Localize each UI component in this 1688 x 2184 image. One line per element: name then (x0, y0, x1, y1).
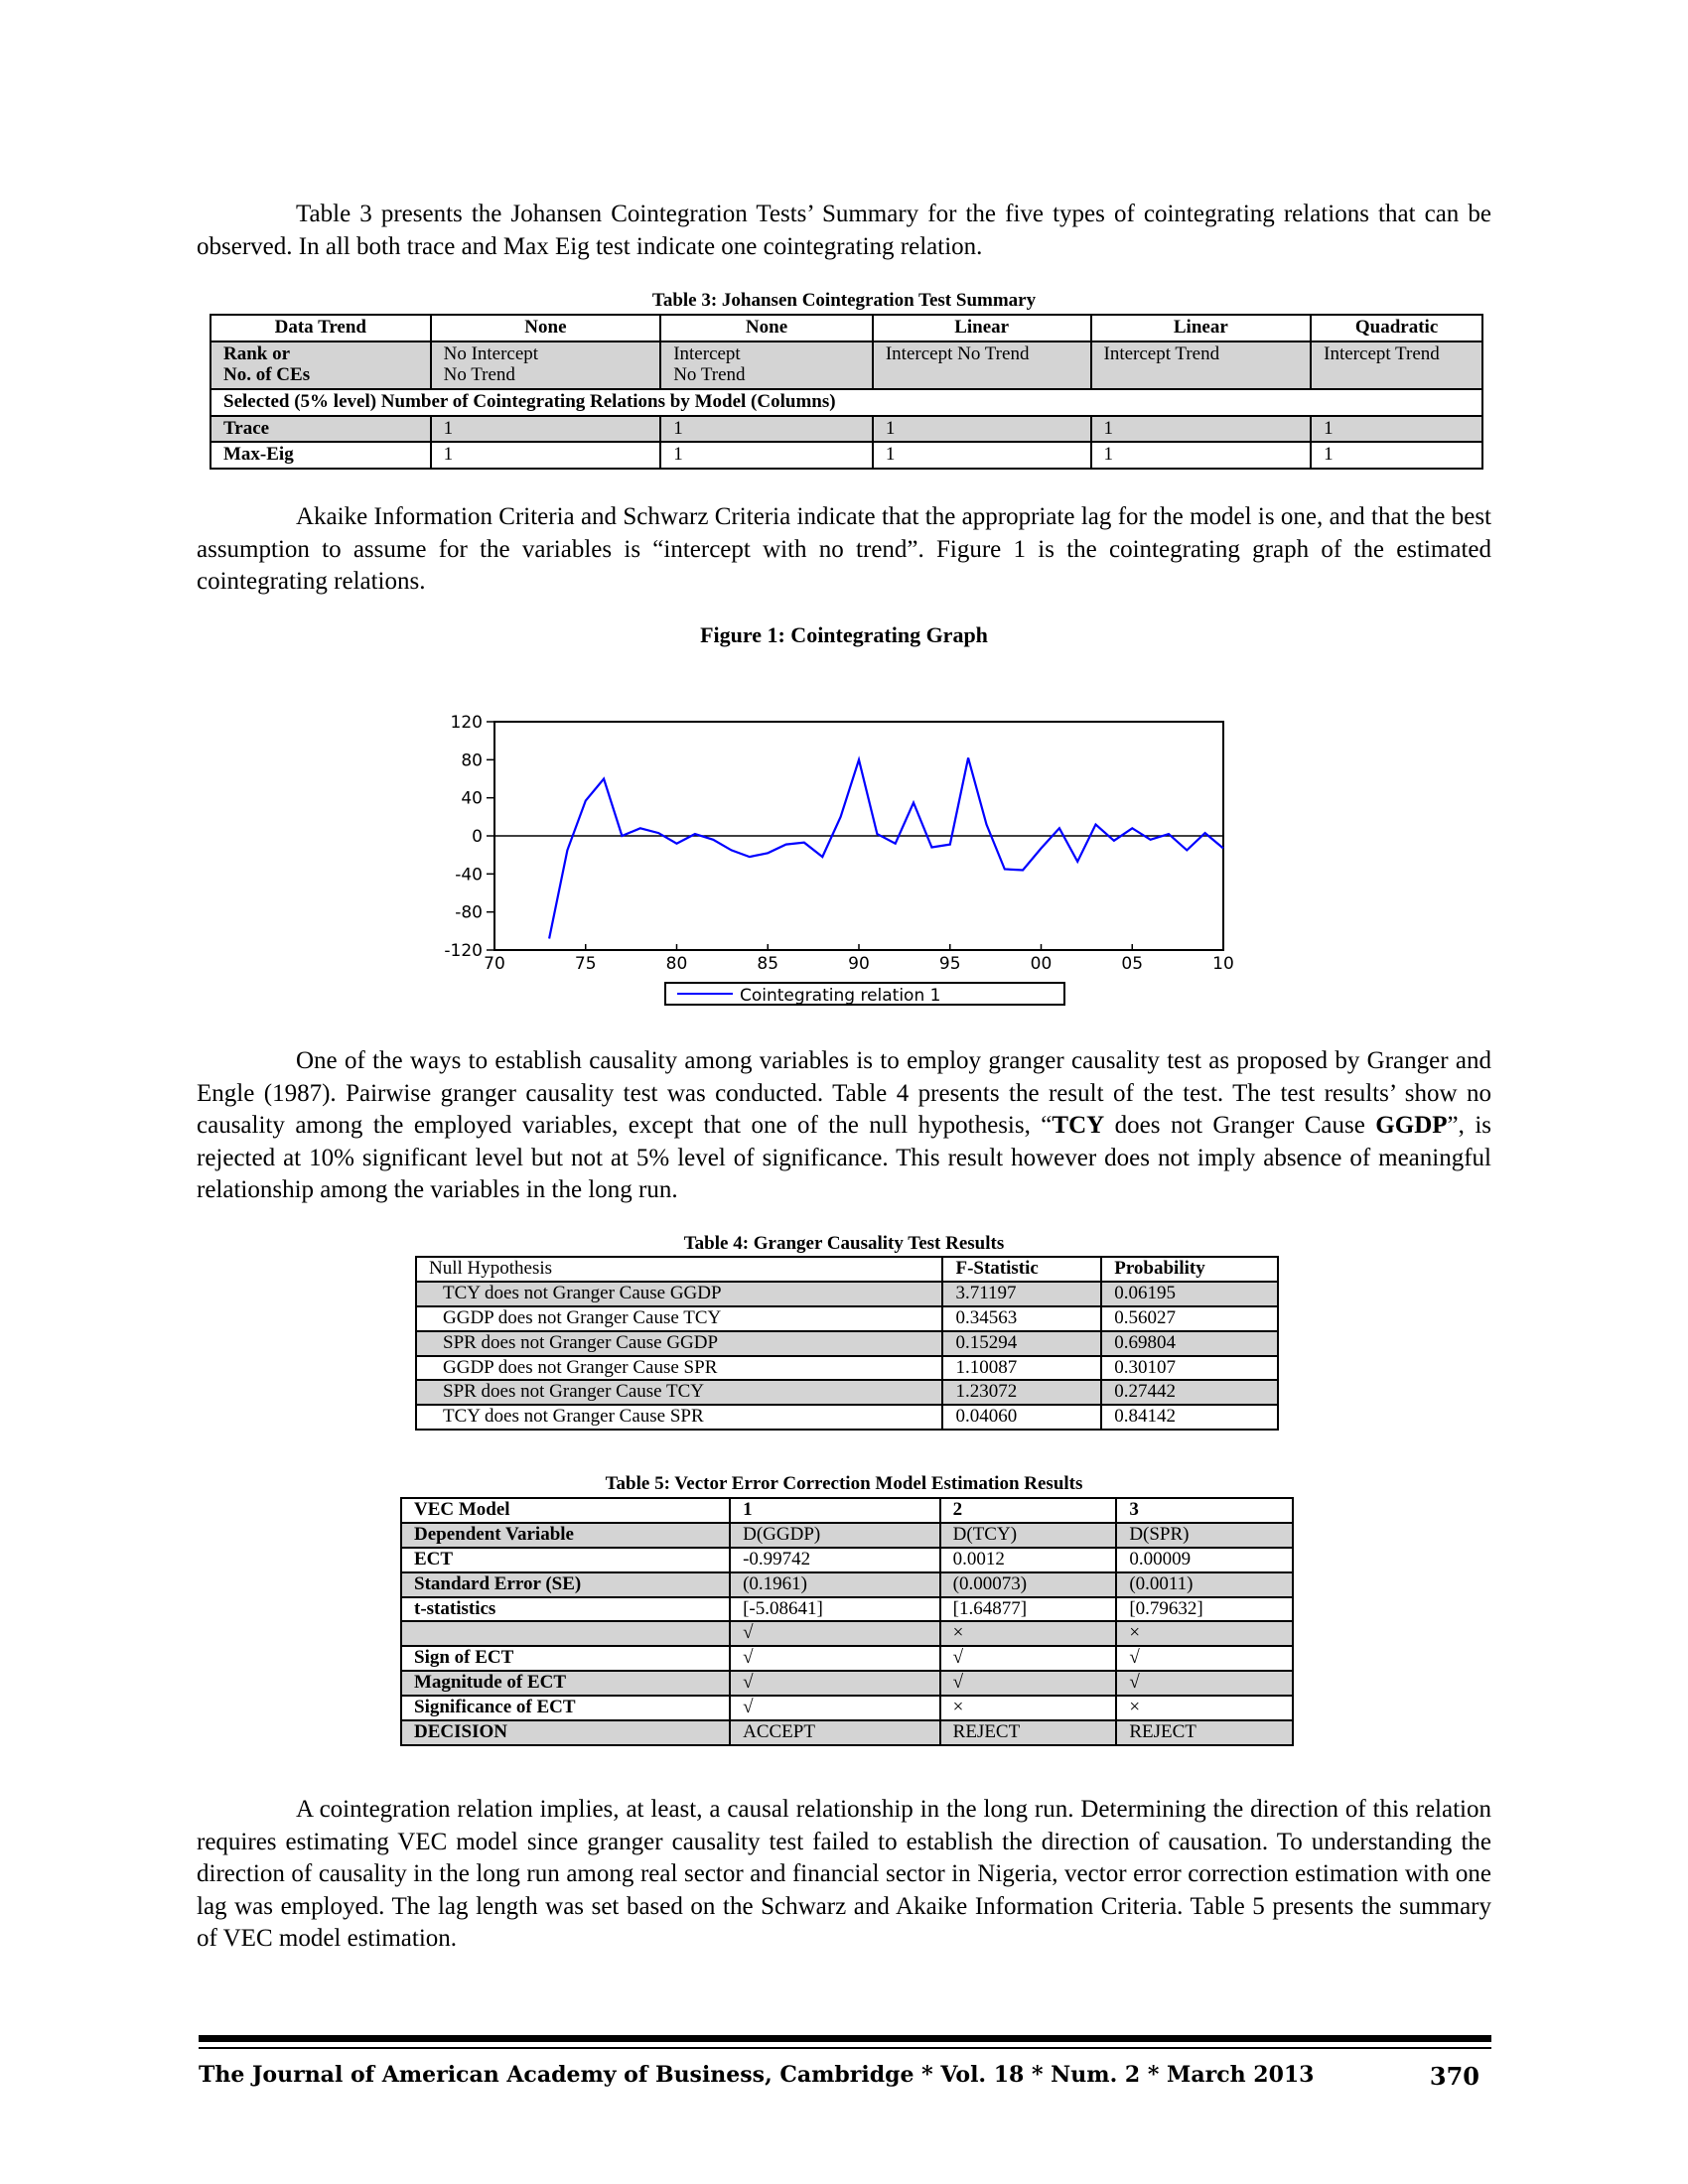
paragraph-1: Table 3 presents the Johansen Cointegration Tests’ Summary for the five types of cointegrating relations that can be observed. In all both trace and Max Eig test indicate one cointegrating relation. (197, 201, 1491, 260)
table4-cell: GGDP does not Granger Cause TCY (416, 1306, 942, 1331)
table3-header-cell: Data Trend (211, 315, 431, 341)
table5-cell: VEC Model (401, 1498, 730, 1523)
paragraph-4: A cointegration relation implies, at least, a causal relationship in the long run. Determining the direction of this relation requires estimating VEC model since granger causality test failed to establish the direction of causation. To understanding the direction of causality in the long run among real sector and financial sector in Nigeria, vector error correction estimation with one lag was employed. The lag length was set based on the Schwarz and Akaike Information Criteria. Table 5 presents the summary of VEC model estimation. (197, 1796, 1491, 1952)
x-tick-label: 00 (1030, 954, 1053, 974)
table4-cell: TCY does not Granger Cause SPR (416, 1405, 942, 1430)
table3-maxeig-label: Max-Eig (211, 442, 431, 469)
paragraph-3: One of the ways to establish causality among variables is to employ granger causality test as proposed by Granger and Engle (1987). Pairwise granger causality test was conducted. Table 4 presents the result of the test. The test results’ show no causality among the employed variables, except that one of the null hypothesis, “TCY does not Granger Cause GGDP”, is rejected at 10% significant level but not at 5% level of significance. This result however does not imply absence of meaningful relationship among the variables in the long run. (197, 1047, 1491, 1203)
table-row (401, 1498, 1293, 1523)
table3-selected-label: Selected (5% level) Number of Cointegrating Relations by Model (Columns) (211, 389, 1482, 416)
x-tick-label: 85 (757, 954, 779, 974)
table-row (401, 1548, 1293, 1572)
page-number: 370 (1429, 2062, 1479, 2091)
table3-maxeig-row (211, 442, 1482, 469)
table3-header-cell: None (431, 315, 661, 341)
table-row (401, 1646, 1293, 1671)
series-line-cointegrating-relation-1 (549, 757, 1223, 938)
table4-header-row (416, 1257, 1278, 1282)
legend (665, 983, 1064, 1006)
x-tick-label: 75 (574, 954, 597, 974)
table4-cell: 0.15294 (942, 1331, 1101, 1356)
table-row (416, 1331, 1278, 1356)
x-axis-ticks (484, 944, 1234, 974)
table3-header-cell: Linear (1091, 315, 1312, 341)
table3-rank-row (211, 341, 1482, 389)
table4-header-cell: F-Statistic (942, 1257, 1101, 1282)
x-tick-label: 10 (1212, 954, 1234, 974)
table5-cell: Standard Error (SE) (401, 1572, 730, 1597)
cointegrating-graph (417, 700, 1241, 1018)
table5-cell: 0.0012 (940, 1548, 1117, 1572)
table4-cell: GGDP does not Granger Cause SPR (416, 1356, 942, 1381)
table3-rank-cell: No Intercept No Trend (431, 341, 661, 389)
legend-label: Cointegrating relation 1 (740, 986, 941, 1006)
table3-header-row (211, 315, 1482, 341)
table4-cell: 0.84142 (1101, 1405, 1278, 1430)
table5-cell: Magnitude of ECT (401, 1671, 730, 1696)
paragraph-2: Akaike Information Criteria and Schwarz Criteria indicate that the appropriate lag for the model is one, and that the best assumption to assume for the variables is “intercept with no trend”. Figure 1 is the cointegrating graph of the estimated cointegrating relations. (197, 503, 1491, 595)
table5-cell: [-5.08641] (730, 1597, 940, 1622)
y-tick-label: 0 (472, 827, 483, 847)
table5-cell: (0.00073) (940, 1572, 1117, 1597)
footer-rule-thin (199, 2047, 1491, 2049)
table4-cell: 0.69804 (1101, 1331, 1278, 1356)
table4-caption: Table 4: Granger Causality Test Results (683, 1233, 1005, 1254)
table4-cell: TCY does not Granger Cause GGDP (416, 1282, 942, 1306)
table-row (401, 1572, 1293, 1597)
table4-cell: 0.27442 (1101, 1380, 1278, 1405)
table5-cell: [0.79632] (1116, 1597, 1293, 1622)
table5-cell: DECISION (401, 1720, 730, 1745)
table4-cell: 0.56027 (1101, 1306, 1278, 1331)
table5-cell: D(TCY) (940, 1523, 1117, 1548)
y-tick-label: 80 (461, 751, 483, 771)
table3-maxeig-cell: 1 (1091, 442, 1312, 469)
table5-cell: √ (940, 1671, 1117, 1696)
table5-cell: × (940, 1621, 1117, 1646)
table3-trace-cell: 1 (1311, 416, 1482, 443)
table-row (401, 1671, 1293, 1696)
table-row (401, 1523, 1293, 1548)
table5-cell: (0.1961) (730, 1572, 940, 1597)
table3-maxeig-cell: 1 (1311, 442, 1482, 469)
table5-cell: (0.0011) (1116, 1572, 1293, 1597)
table3-johansen-summary (210, 314, 1483, 470)
table-row (401, 1597, 1293, 1622)
table3-trace-cell: 1 (660, 416, 873, 443)
table-row (401, 1621, 1293, 1646)
table3-rank-cell: Intercept No Trend (873, 341, 1091, 389)
table5-cell: 0.00009 (1116, 1548, 1293, 1572)
y-tick-label: -120 (444, 941, 483, 961)
table5-cell: √ (1116, 1671, 1293, 1696)
table4-cell: 0.34563 (942, 1306, 1101, 1331)
table-row (416, 1356, 1278, 1381)
table3-trace-label: Trace (211, 416, 431, 443)
table5-cell: √ (730, 1696, 940, 1720)
table5-cell: 2 (940, 1498, 1117, 1523)
y-tick-label: 120 (450, 713, 483, 733)
table5-cell: √ (730, 1646, 940, 1671)
table4-cell: SPR does not Granger Cause GGDP (416, 1331, 942, 1356)
table4-cell: SPR does not Granger Cause TCY (416, 1380, 942, 1405)
journal-title: The Journal of American Academy of Business, Cambridge * Vol. 18 * Num. 2 * March 2013 (199, 2062, 1315, 2088)
x-tick-label: 70 (484, 954, 505, 974)
x-tick-label: 95 (938, 954, 961, 974)
table5-cell: 1 (730, 1498, 940, 1523)
table3-trace-row (211, 416, 1482, 443)
table-row (416, 1306, 1278, 1331)
table4-header-cell: Null Hypothesis (416, 1257, 942, 1282)
table5-cell: √ (730, 1621, 940, 1646)
table4-cell: 1.10087 (942, 1356, 1101, 1381)
table5-cell: D(SPR) (1116, 1523, 1293, 1548)
table5-cell: Sign of ECT (401, 1646, 730, 1671)
table4-cell: 0.04060 (942, 1405, 1101, 1430)
table4-header-cell: Probability (1101, 1257, 1278, 1282)
table3-maxeig-cell: 1 (431, 442, 661, 469)
table-row (416, 1405, 1278, 1430)
table5-cell: REJECT (1116, 1720, 1293, 1745)
table3-header-cell: Linear (873, 315, 1091, 341)
table3-rank-cell: Intercept Trend (1311, 341, 1482, 389)
y-tick-label: 40 (461, 788, 483, 809)
table5-cell: [1.64877] (940, 1597, 1117, 1622)
table-row (401, 1720, 1293, 1745)
table3-header-cell: None (660, 315, 873, 341)
table3-caption: Table 3: Johansen Cointegration Test Summary (651, 290, 1037, 311)
table-row (401, 1696, 1293, 1720)
table3-maxeig-cell: 1 (660, 442, 873, 469)
y-axis-ticks (444, 713, 494, 961)
table5-cell: -0.99742 (730, 1548, 940, 1572)
table5-cell: × (940, 1696, 1117, 1720)
table4-cell: 0.30107 (1101, 1356, 1278, 1381)
table5-cell: 3 (1116, 1498, 1293, 1523)
table5-cell: D(GGDP) (730, 1523, 940, 1548)
table5-cell: ACCEPT (730, 1720, 940, 1745)
x-tick-label: 90 (848, 954, 870, 974)
table5-cell: × (1116, 1621, 1293, 1646)
table5-cell: REJECT (940, 1720, 1117, 1745)
table4-cell: 0.06195 (1101, 1282, 1278, 1306)
table3-trace-cell: 1 (873, 416, 1091, 443)
table5-vec-results (400, 1497, 1294, 1746)
table5-cell: t-statistics (401, 1597, 730, 1622)
table-row (416, 1380, 1278, 1405)
table4-cell: 1.23072 (942, 1380, 1101, 1405)
table3-selected-row (211, 389, 1482, 416)
table5-cell: √ (940, 1646, 1117, 1671)
table5-cell: √ (730, 1671, 940, 1696)
table5-cell: × (1116, 1696, 1293, 1720)
table3-rank-cell: Intercept No Trend (660, 341, 873, 389)
y-tick-label: -80 (455, 902, 483, 923)
table5-cell (401, 1621, 730, 1646)
table3-maxeig-cell: 1 (873, 442, 1091, 469)
table3-rank-cell: Intercept Trend (1091, 341, 1312, 389)
table5-caption: Table 5: Vector Error Correction Model Estimation Results (605, 1473, 1083, 1494)
y-tick-label: -40 (455, 865, 483, 886)
table3-trace-cell: 1 (431, 416, 661, 443)
table5-cell: √ (1116, 1646, 1293, 1671)
table5-cell: ECT (401, 1548, 730, 1572)
table-row (416, 1282, 1278, 1306)
figure1-caption: Figure 1: Cointegrating Graph (700, 622, 988, 647)
table5-cell: Dependent Variable (401, 1523, 730, 1548)
table3-trace-cell: 1 (1091, 416, 1312, 443)
table3-header-cell: Quadratic (1311, 315, 1482, 341)
table3-rank-label: Rank or No. of CEs (211, 341, 431, 389)
x-tick-label: 05 (1121, 954, 1144, 974)
x-tick-label: 80 (665, 954, 688, 974)
footer-rule-thick (199, 2035, 1491, 2042)
table4-cell: 3.71197 (942, 1282, 1101, 1306)
table4-granger-causality (415, 1256, 1279, 1431)
table5-cell: Significance of ECT (401, 1696, 730, 1720)
